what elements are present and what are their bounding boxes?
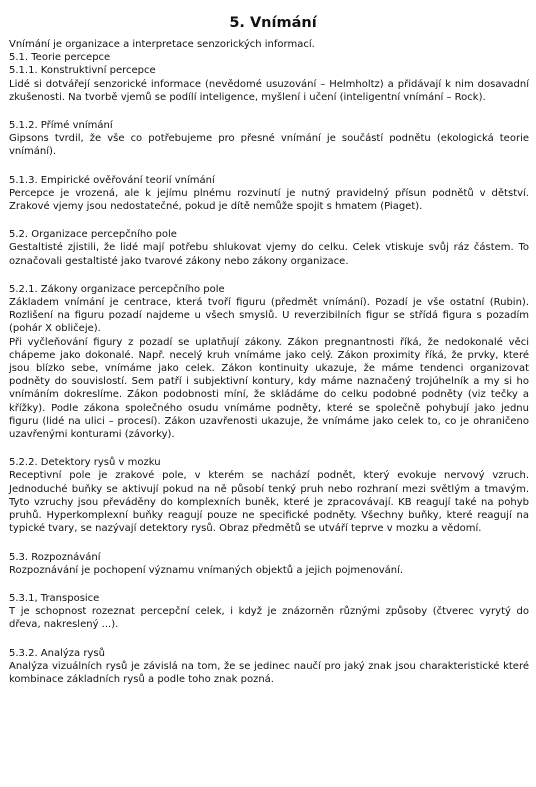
section-heading: 5.1. Teorie percepce [9, 52, 111, 64]
section-paragraph: Při vyčleňování figury z pozadí se uplatňují zákony. Zákon pregnantnosti říká, že nedokonalé věci chápeme jako dokonalé. Např. necelý kruh vnímáme jako celý. Zákon proximity říká, že prvky, které jsou blízko sebe, vnímáme jako celek. Zákon kontinuity ukazuje, že máme tendenci organizovat podněty do souvislostí. Sem patří i subjektivní kontury, kdy máme naznačený trojúhelník a my si ho vnímáním dokreslíme. Zákon podobnosti míní, že skládáme do celku podobné podněty (viz tečky a křížky). Podle zákona společného osudu vnímáme podněty, které se společně pohybují jako jednu figuru (lidé na ulici – procesí). Zákon uzavřenosti ukazuje, že vnímáme jako celek to, co je ohraničeno uzavřenými konturami (závorky). [9, 336, 529, 441]
section-heading: 5.2.1. Zákony organizace percepčního pole [9, 283, 225, 295]
section [9, 51, 529, 104]
section-heading: 5.1.3. Empirické ověřování teorií vnímání [9, 174, 215, 186]
section-paragraph: Lidé si dotvářejí senzorické informace (nevědomé usuzování – Helmholtz) a přidávají k nim dosavadní zkušenosti. Na tvorbě vjemů se podílí inteligence, myšlení i učení (inteligentní vnímání – Rock). [9, 78, 529, 103]
section-paragraph: Gipsons tvrdil, že vše co potřebujeme pro přesné vnímání je součástí podnětu (ekologická teorie vnímání). [9, 133, 529, 158]
document-page [9, 14, 529, 701]
section-paragraph: Gestaltisté zjistili, že lidé mají potřebu shlukovat vjemy do celku. Celek vtiskuje svůj ráz částem. To označovali gestaltisté jako tvarové zákony nebo zákony organizace. [9, 242, 529, 267]
section-heading: 5.2. Organizace percepčního pole [9, 229, 177, 241]
intro-text: Vnímání je organizace a interpretace senzorických informací. [9, 39, 315, 50]
section [9, 647, 529, 687]
section-heading: 5.2.2. Detektory rysů v mozku [9, 457, 161, 469]
section-paragraph: T je schopnost rozeznat percepční celek, i když je znázorněn různými způsoby (čtverec vyrytý do dřeva, nakreslený ...). [9, 606, 529, 631]
section-paragraph: Receptivní pole je zrakové pole, v kterém se nachází podnět, který evokuje nervový vzruch. Jednoduché buňky se aktivují pokud na ně působí tenký pruh nebo rozhraní mezi světlým a tmavým. Tyto vzruchy jsou převáděny do komplexních buněk, které je zpracovávají. KB reagují také na pohyb pruhů. Hyperkomplexní buňky reagují pouze ne specifické podněty. Všechny buňky, které reagují na typické tvary, se nazývají detektory rysů. Obraz předmětů se utváří teprve v mozku a vědomí. [9, 470, 529, 535]
section-heading: 5.3.2. Analýza rysů [9, 647, 105, 659]
section [9, 551, 529, 577]
section-paragraph: Rozpoznávání je pochopení významu vnímaných objektů a jejich pojmenování. [9, 564, 404, 576]
section-heading: 5.3.1, Transposice [9, 592, 100, 604]
section-heading: 5.1.2. Přímé vnímání [9, 120, 113, 132]
section-heading: 5.3. Rozpoznávání [9, 551, 101, 563]
section [9, 228, 529, 268]
section [9, 174, 529, 214]
section-paragraph: Základem vnímání je centrace, která tvoří figuru (předmět vnímání). Pozadí je vše ostatní (Rubin). Rozlišení na figuru pozadí najdeme u všech smyslů. U reverzibilních figur se střídá figura s pozadím (pohár X obličeje). [9, 297, 529, 335]
section [9, 592, 529, 632]
section [9, 456, 529, 535]
section [9, 283, 529, 441]
section-paragraph: Analýza vizuálních rysů je závislá na tom, že se jedinec naučí pro jaký znak jsou charakteristické které kombinace základních rysů a podle toho znak pozná. [9, 660, 529, 685]
section-heading: 5.1.1. Konstruktivní percepce [9, 65, 156, 77]
section-paragraph: Percepce je vrozená, ale k jejímu plnému rozvinutí je nutný pravidelný přísun podnětů v dětství. Zrakové vjemy jsou nedostatečné, pokud je dítě nemůže spojit s hmatem (Piaget). [9, 187, 529, 213]
document-sections [9, 51, 529, 686]
section [9, 119, 529, 159]
document-title: 5. Vnímání [229, 15, 317, 31]
